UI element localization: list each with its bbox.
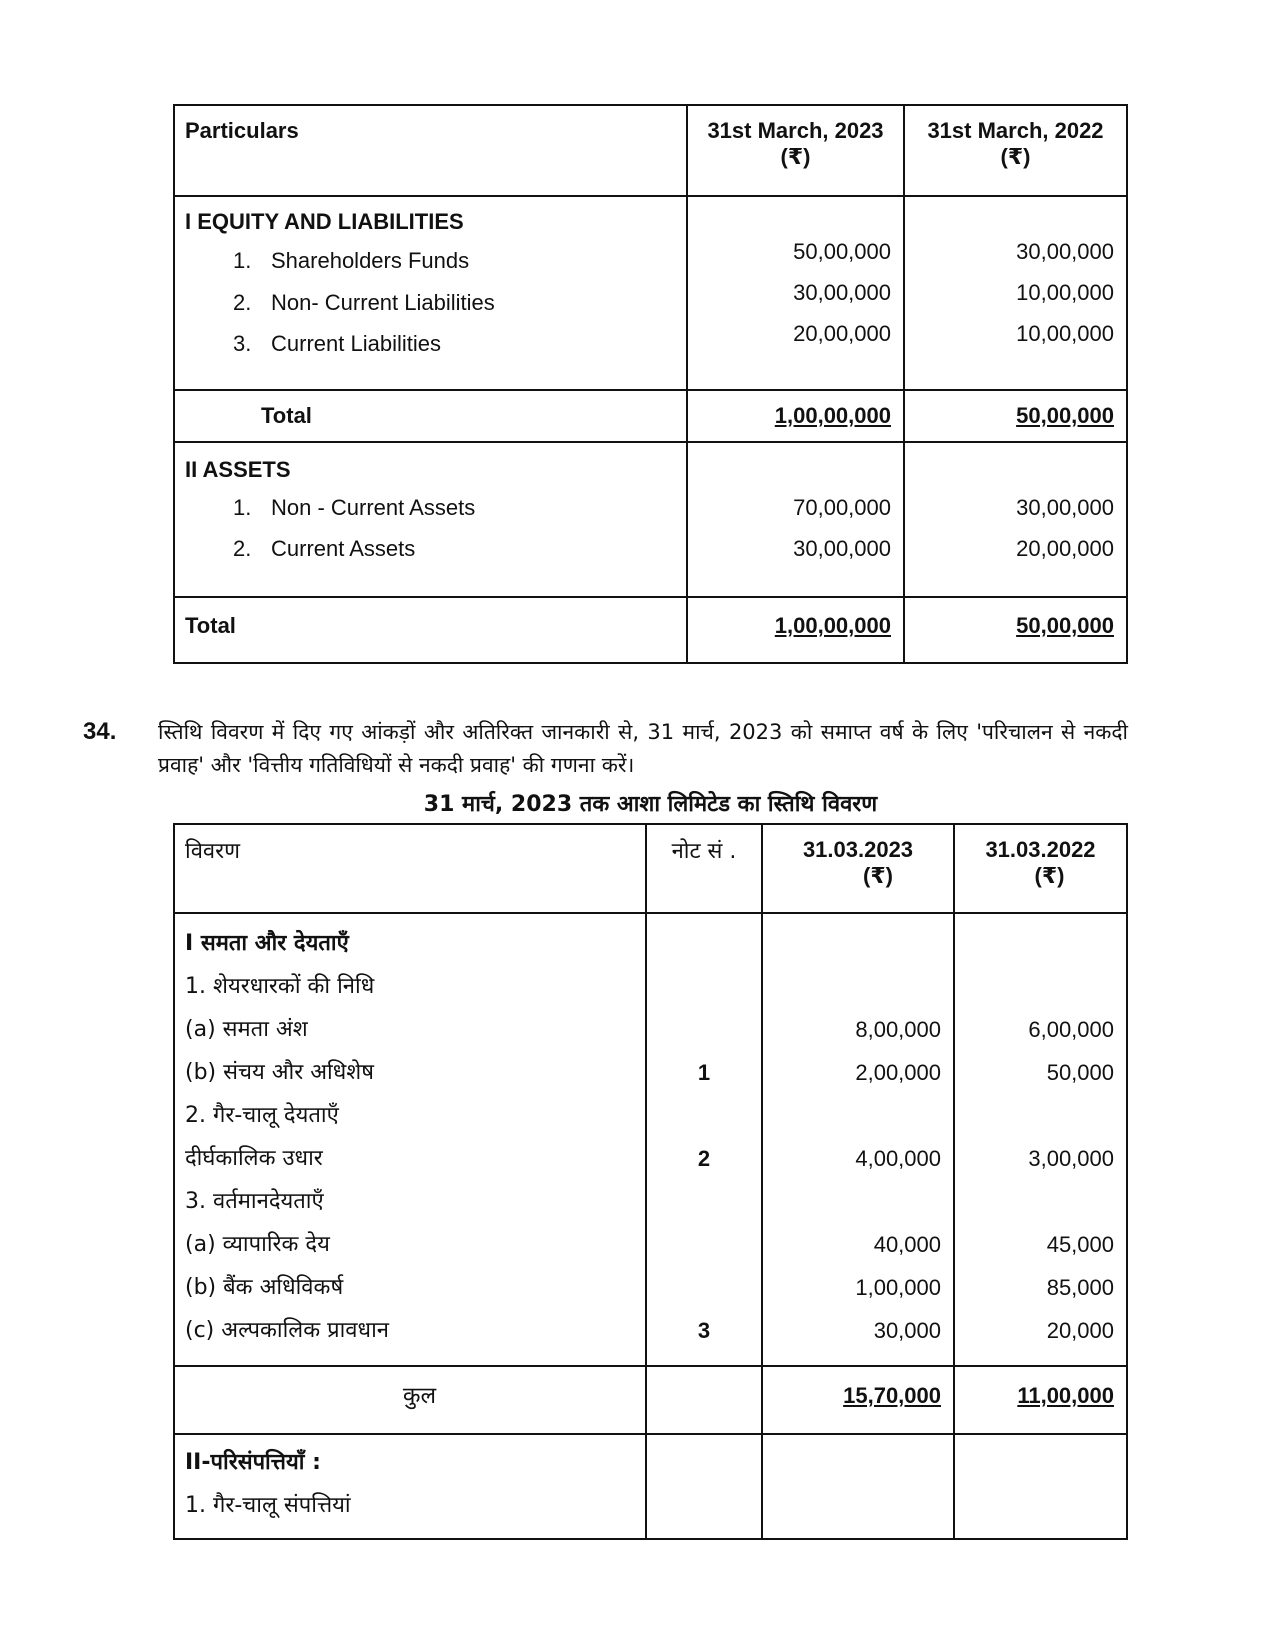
total-row: [174, 1366, 1127, 1434]
assets-2023: [762, 1434, 954, 1539]
header-2023: [687, 105, 904, 196]
header-particulars: Particulars: [174, 105, 687, 196]
value-cell: 30,000: [873, 1318, 941, 1343]
list-item: 2. गैर-चालू देयताएँ: [185, 1103, 339, 1128]
section-2023: [762, 913, 954, 1366]
total-label: कुल: [174, 1366, 646, 1434]
value-cell: 20,000: [1046, 1318, 1114, 1343]
section-equity-liabilities: [174, 196, 1127, 390]
list-item: I समता और देयताएँ: [185, 931, 349, 956]
list-item: (a) समता अंश: [185, 1017, 308, 1042]
section-assets-labels: [174, 442, 687, 597]
assets-note: [646, 1434, 762, 1539]
header-2022: [954, 824, 1127, 913]
section-equity-liabilities: [174, 913, 1127, 1366]
section-2022: [954, 913, 1127, 1366]
total-2022: 50,00,000: [904, 597, 1127, 663]
value-cell: 30,00,000: [793, 280, 891, 305]
section-title: II ASSETS: [185, 457, 291, 482]
section-assets-2023: [687, 442, 904, 597]
value-cell: 10,00,000: [1016, 280, 1114, 305]
balance-sheet-table-english: [173, 104, 1128, 664]
total-note: [646, 1366, 762, 1434]
list-item: 1. गैर-चालू संपत्तियां: [185, 1493, 351, 1518]
section-equity-2023: [687, 196, 904, 390]
list-item: (c) अल्पकालिक प्रावधान: [185, 1318, 389, 1343]
list-item: 2. Non- Current Liabilities: [233, 290, 495, 315]
list-item: (a) व्यापारिक देय: [185, 1232, 330, 1257]
section-assets: [174, 1434, 1127, 1539]
list-item: 1. Non - Current Assets: [233, 495, 476, 520]
total-2022: 50,00,000: [904, 390, 1127, 442]
total-row: [174, 390, 1127, 442]
header-2023-unit: (₹): [863, 863, 893, 888]
header-note: नोट सं .: [646, 824, 762, 913]
value-cell: 50,000: [1046, 1060, 1114, 1085]
note-cell: 2: [697, 1146, 711, 1171]
note-cell: 3: [697, 1318, 711, 1343]
list-item: (b) संचय और अधिशेष: [185, 1060, 374, 1085]
list-item: 3. Current Liabilities: [233, 331, 441, 356]
section-assets-labels: [174, 1434, 646, 1539]
value-cell: 10,00,000: [1016, 321, 1114, 346]
list-item: 2. Current Assets: [233, 536, 416, 561]
section-title: I EQUITY AND LIABILITIES: [185, 209, 464, 234]
value-cell: 1,00,000: [855, 1275, 941, 1300]
balance-sheet-table-hindi: [173, 823, 1128, 1540]
section-assets: [174, 442, 1127, 597]
header-2022-label: 31st March, 2022: [927, 118, 1104, 143]
value-cell: 70,00,000: [793, 495, 891, 520]
value-cell: 45,000: [1046, 1232, 1114, 1257]
list-item: दीर्घकालिक उधार: [185, 1146, 323, 1171]
value-cell: 3,00,000: [1028, 1146, 1114, 1171]
section-title: II-परिसंपत्तियाँ :: [185, 1450, 321, 1475]
list-item: 3. वर्तमानदेयताएँ: [185, 1189, 324, 1214]
value-cell: 30,00,000: [793, 536, 891, 561]
question-number: 34.: [83, 718, 117, 745]
header-2023: [762, 824, 954, 913]
value-cell: 85,000: [1046, 1275, 1114, 1300]
section-equity-2022: [904, 196, 1127, 390]
value-cell: 2,00,000: [855, 1060, 941, 1085]
assets-2022: [954, 1434, 1127, 1539]
list-item: 1. Shareholders Funds: [233, 248, 470, 273]
total-2023: 15,70,000: [762, 1366, 954, 1434]
header-2022-label: 31.03.2022: [985, 837, 1096, 862]
value-cell: 6,00,000: [1028, 1017, 1114, 1042]
header-2022-unit: (₹): [1034, 863, 1065, 888]
note-cell: 1: [697, 1060, 711, 1085]
value-cell: 20,00,000: [793, 321, 891, 346]
total-2022: 11,00,000: [954, 1366, 1127, 1434]
value-cell: 30,00,000: [1016, 239, 1114, 264]
value-cell: 50,00,000: [793, 239, 891, 264]
header-2023-label: 31st March, 2023: [707, 118, 884, 143]
total-2023: 1,00,00,000: [687, 390, 904, 442]
section-labels: [174, 913, 646, 1366]
value-cell: 20,00,000: [1016, 536, 1114, 561]
section-notes: [646, 913, 762, 1366]
header-2022-unit: (₹): [1000, 144, 1031, 169]
total-label: Total: [174, 597, 687, 663]
section-assets-2022: [904, 442, 1127, 597]
table-header-row: [174, 824, 1127, 913]
total-2023: 1,00,00,000: [687, 597, 904, 663]
header-particulars: विवरण: [174, 824, 646, 913]
table-header-row: [174, 105, 1127, 196]
header-2023-unit: (₹): [780, 144, 811, 169]
list-item: 1. शेयरधारकों की निधि: [185, 974, 375, 999]
value-cell: 8,00,000: [855, 1017, 941, 1042]
value-cell: 4,00,000: [855, 1146, 941, 1171]
table-caption: 31 मार्च, 2023 तक आशा लिमिटेड का स्तिथि विवरण: [423, 792, 878, 817]
header-2022: [904, 105, 1127, 196]
value-cell: 30,00,000: [1016, 495, 1114, 520]
list-item: (b) बैंक अधिविकर्ष: [185, 1275, 344, 1300]
section-equity-labels: [174, 196, 687, 390]
header-2023-label: 31.03.2023: [802, 837, 914, 862]
question-text: स्तिथि विवरण में दिए गए आंकड़ों और अतिरिक्त जानकारी से, 31 मार्च, 2023 को समाप्त वर्ष के लिए 'परिचालन से नकदी प्रवाह' और 'वित्तीय गतिविधियों से नकदी प्रवाह' की गणना करें।: [158, 720, 1128, 777]
total-row: [174, 597, 1127, 663]
value-cell: 40,000: [873, 1232, 941, 1257]
total-label: Total: [174, 390, 687, 442]
